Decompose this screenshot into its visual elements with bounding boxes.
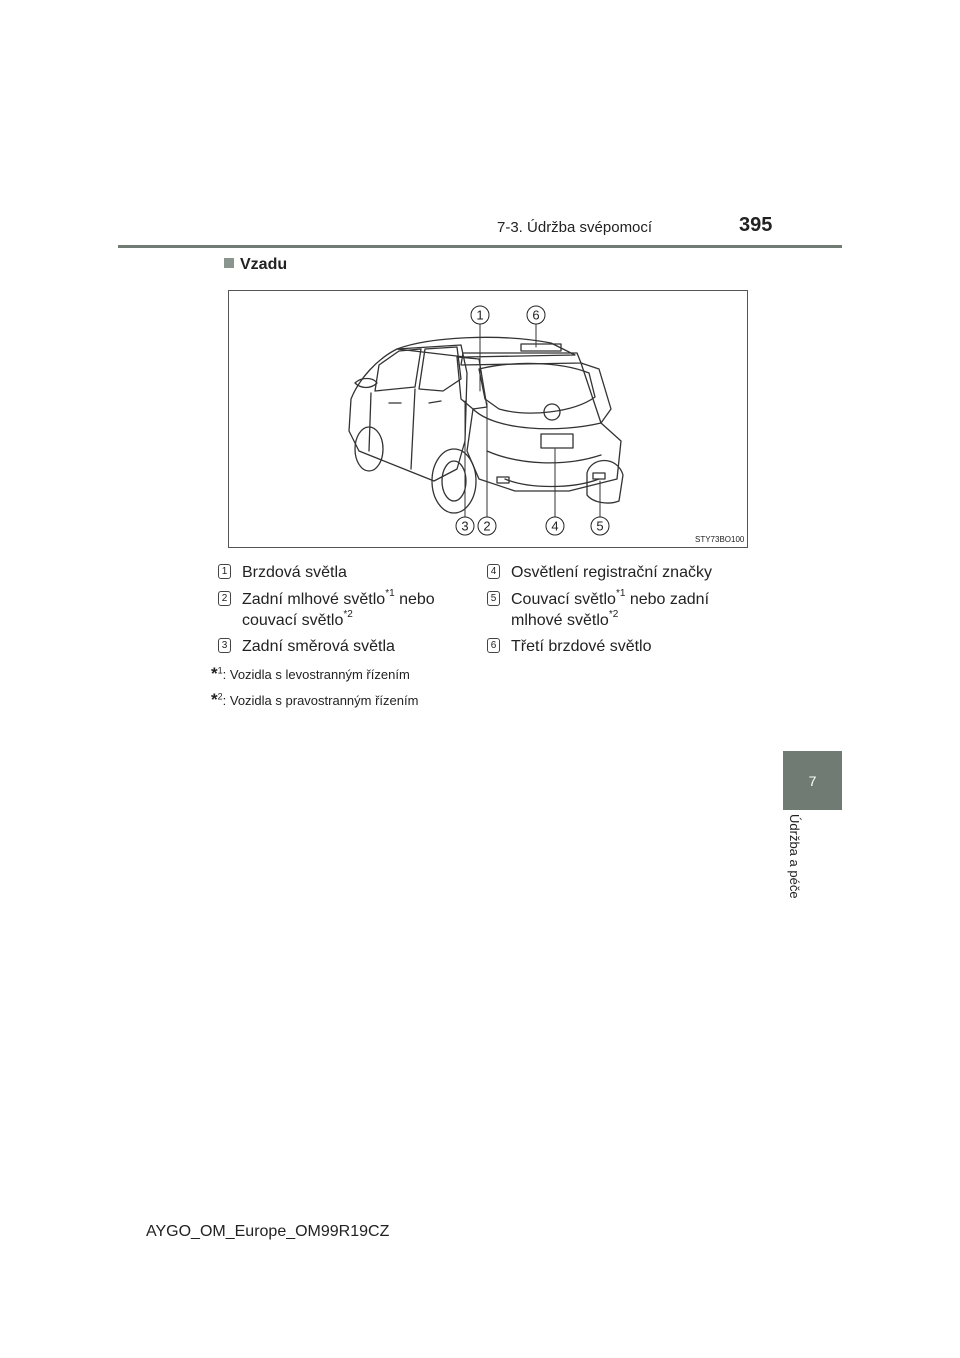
page-number: 395 (739, 214, 773, 236)
legend-item-6: Třetí brzdové světlo (511, 638, 652, 655)
legend-number-2: 2 (218, 591, 231, 606)
callout-4: 4 (551, 518, 559, 534)
header-section-title: 7-3. Údržba svépomocí (497, 219, 653, 236)
chapter-number: 7 (808, 773, 817, 789)
legend-number-1: 1 (218, 564, 231, 579)
chapter-tab (783, 751, 842, 810)
footnote-2: *$^2$: Vozidla s pravostranným řízením (211, 690, 419, 709)
section-title (224, 256, 287, 274)
legend-item-1: Brzdová světla (242, 564, 347, 581)
car-rear-illustration (229, 291, 747, 547)
figure-code: STY73BO100 (695, 535, 745, 544)
callout-3: 3 (461, 518, 469, 534)
callout-6: 6 (532, 307, 540, 323)
legend-item-4: Osvětlení registrační značky (511, 564, 712, 581)
legend-number-4: 4 (487, 564, 500, 579)
legend-item-5: Couvací světlo$^{*1}$ nebo zadní mlhové světlo$^{*2}$ (511, 588, 710, 629)
legend-number-3: 3 (218, 638, 231, 653)
legend-number-5: 5 (487, 591, 500, 606)
legend-item-3: Zadní směrová světla (242, 638, 395, 655)
legend-item-2: Zadní mlhové světlo$^{*1}$ nebo couvací světlo$^{*2}$ (242, 588, 435, 629)
callout-5: 5 (596, 518, 604, 534)
rear-lights-figure (228, 290, 748, 548)
header-rule (118, 245, 842, 248)
footer-doc-id: AYGO_OM_Europe_OM99R19CZ (146, 1223, 390, 1240)
legend-number-6: 6 (487, 638, 500, 653)
footnote-1: *$^1$: Vozidla s levostranným řízením (211, 664, 410, 683)
square-bullet-icon (224, 258, 234, 268)
callout-1: 1 (476, 307, 484, 323)
callout-2: 2 (483, 518, 491, 534)
section-title-text: Vzadu (240, 256, 288, 273)
chapter-title: Údržba a péče (787, 814, 802, 899)
